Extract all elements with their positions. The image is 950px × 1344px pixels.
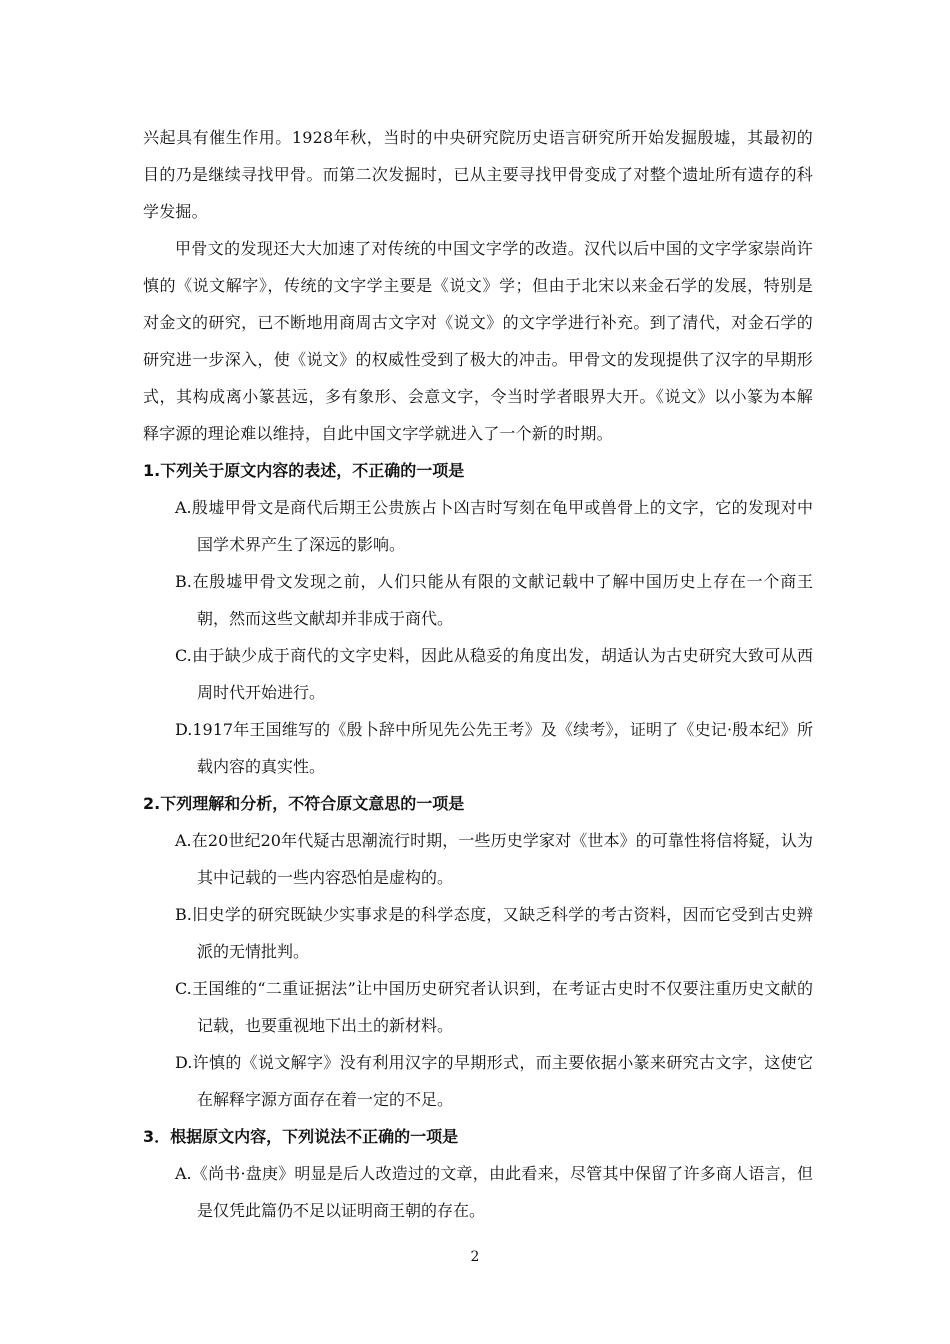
paragraph-oracle-bone-script: 甲骨文的发现还大大加速了对传统的中国文字学的改造。汉代以后中国的文字学家崇尚许慎的《说文解字》，传统的文字学主要是《说文》学；但由于北宋以来金石学的发展，特别是对金文的研究，已不断地用商周古文字对《说文》的文字学进行补充。到了清代，对金石学的研究进一步深入，使《说文》的权威性受到了极大的冲击。甲骨文的发现提供了汉字的早期形式，其构成离小篆甚远，多有象形、会意文字，令当时学者眼界大开。《说文》以小篆为本解释字源的理论难以维持，自此中国文字学就进入了一个新的时期。 bbox=[143, 239, 813, 443]
option-c: C.王国维的“二重证据法”让中国历史研究者认识到，在考证古史时不仅要注重历史文献的记载，也要重视地下出土的新材料。 bbox=[175, 979, 813, 1035]
option-d: D.1917年王国维写的《殷卜辞中所见先公先王考》及《续考》，证明了《史记·殷本纪》所载内容的真实性。 bbox=[175, 720, 813, 776]
option-c: C.由于缺少成于商代的文字史料，因此从稳妥的角度出发，胡适认为古史研究大致可从西周时代开始进行。 bbox=[175, 646, 813, 702]
question-3 bbox=[143, 1118, 813, 1229]
option-b: B.在殷墟甲骨文发现之前，人们只能从有限的文献记载中了解中国历史上存在一个商王朝，然而这些文献却并非成于商代。 bbox=[175, 572, 813, 628]
option-a: A.殷墟甲骨文是商代后期王公贵族占卜凶吉时写刻在龟甲或兽骨上的文字，它的发现对中国学术界产生了深远的影响。 bbox=[175, 498, 813, 554]
option-b: B.旧史学的研究既缺少实事求是的科学态度，又缺乏科学的考古资料，因而它受到古史辨派的无情批判。 bbox=[175, 905, 813, 961]
question-1 bbox=[143, 452, 813, 785]
question-title: 3．根据原文内容，下列说法不正确的一项是 bbox=[143, 1127, 459, 1146]
question-2 bbox=[143, 785, 813, 1118]
option-a: A.在20世纪20年代疑古思潮流行时期，一些历史学家对《世本》的可靠性将信将疑，认为其中记载的一些内容恐怕是虚构的。 bbox=[175, 831, 813, 887]
option-d: D.许慎的《说文解字》没有利用汉字的早期形式，而主要依据小篆来研究古文字，这使它在解释字源方面存在着一定的不足。 bbox=[175, 1053, 813, 1109]
question-title: 1.下列关于原文内容的表述，不正确的一项是 bbox=[143, 461, 465, 480]
option-a: A.《尚书·盘庚》明显是后人改造过的文章，由此看来，尽管其中保留了许多商人语言，但是仅凭此篇仍不足以证明商王朝的存在。 bbox=[175, 1164, 813, 1220]
document-body bbox=[143, 119, 813, 1229]
question-title: 2.下列理解和分析，不符合原文意思的一项是 bbox=[143, 794, 465, 813]
paragraph-continued: 兴起具有催生作用。1928年秋，当时的中央研究院历史语言研究所开始发掘殷墟，其最初的目的乃是继续寻找甲骨。而第二次发掘时，已从主要寻找甲骨变成了对整个遗址所有遗存的科学发掘。 bbox=[143, 128, 813, 221]
page-number: 2 bbox=[470, 1249, 480, 1265]
